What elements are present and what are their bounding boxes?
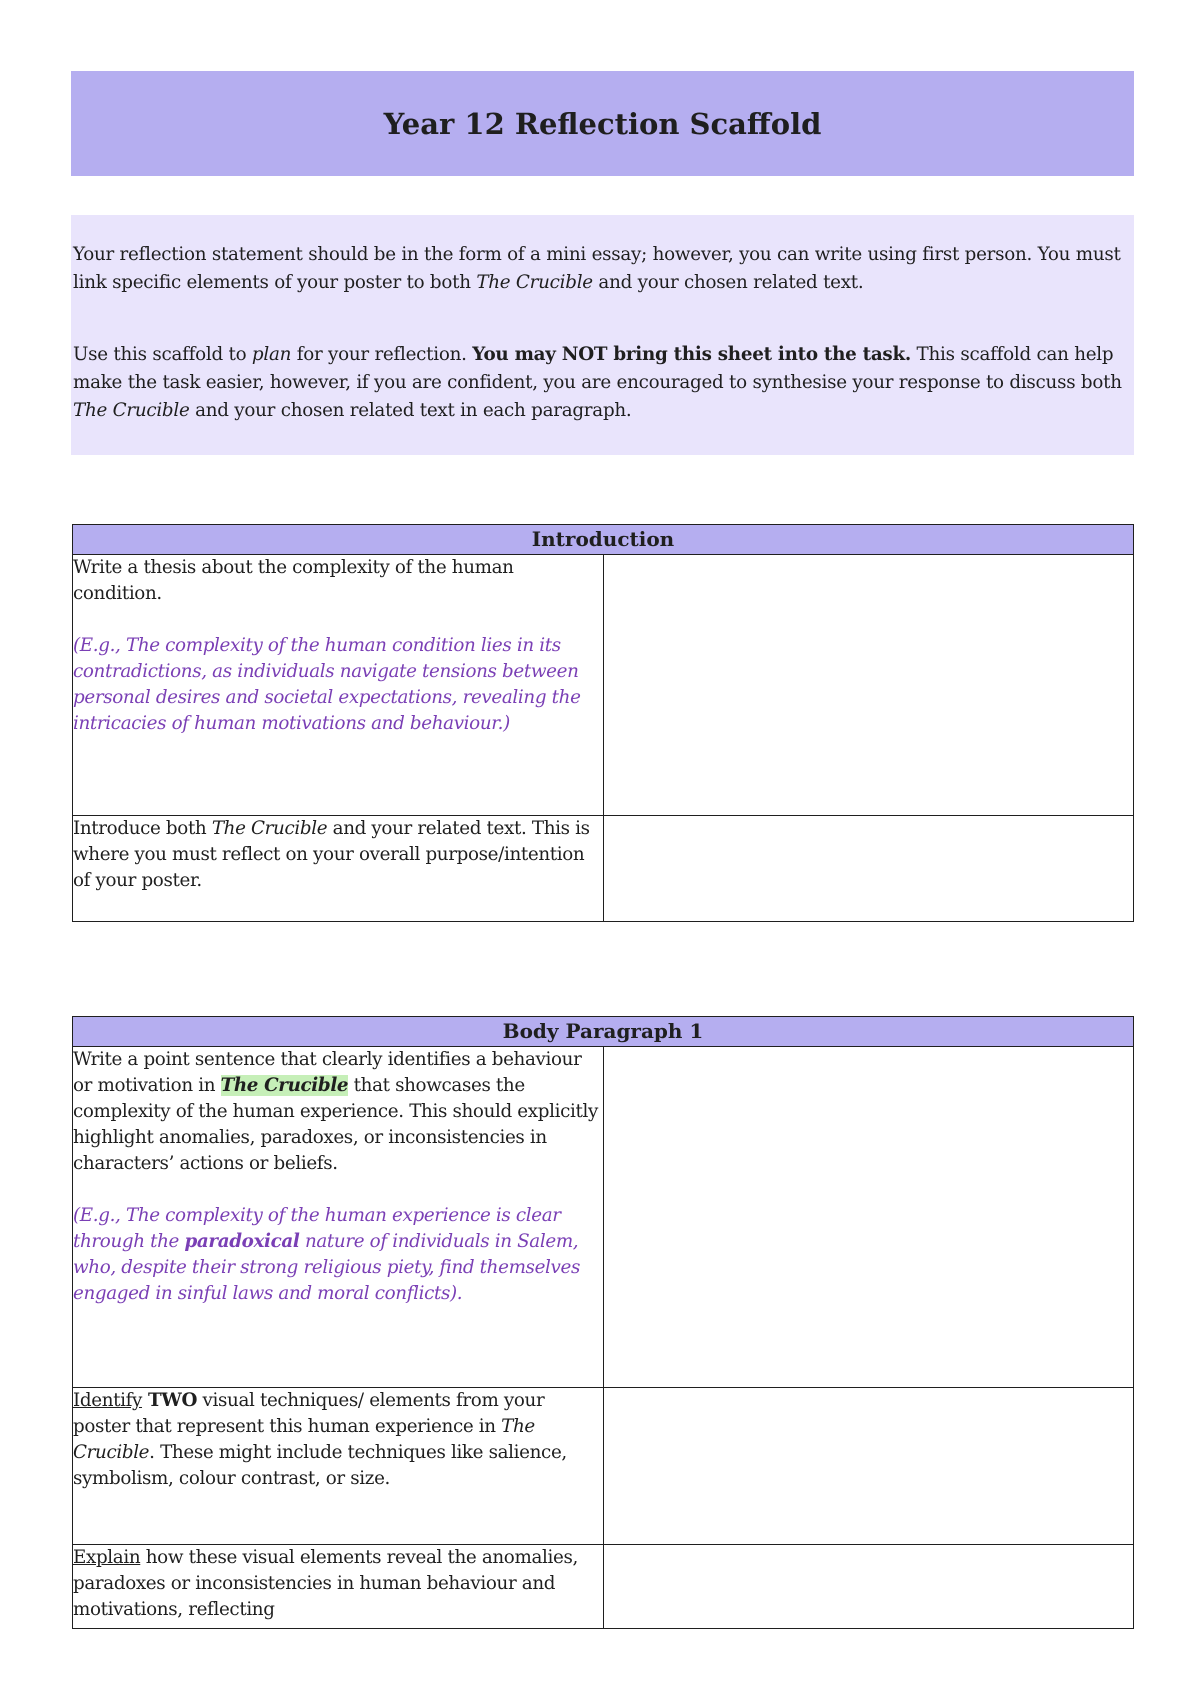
instructions-paragraph-1	[73, 241, 1134, 297]
thesis-response-cell[interactable]	[603, 555, 1134, 816]
table-row	[73, 1545, 1134, 1629]
instructions-paragraph-2	[73, 341, 1134, 425]
text-run: and your chosen related text.	[592, 272, 864, 293]
instructions-box	[71, 215, 1134, 455]
highlighted-crucible-title: The Crucible	[220, 1075, 349, 1096]
page-title: Year 12 Reflection Scaffold	[383, 106, 822, 141]
introduce-texts-response-cell[interactable]	[603, 816, 1134, 922]
prompt-text: Write a thesis about the complexity of the human condition.	[73, 557, 514, 604]
crucible-title: The Crucible	[73, 1416, 535, 1463]
text-run: Use this scaffold to	[73, 344, 252, 365]
text-run: Your reflection statement should be in the form of a mini essay; however, you can write using first person. You must link specific elements of your poster to both	[73, 244, 1121, 293]
table-row	[73, 1388, 1134, 1545]
point-sentence-response-cell[interactable]	[603, 1047, 1134, 1388]
text-run: visual techniques/ elements from your poster that represent this human experience in	[73, 1390, 545, 1437]
plan-emphasis: plan	[251, 344, 292, 365]
table-row	[73, 1047, 1134, 1388]
text-run: that showcases the complexity of the human experience. This should explicitly highlight anomalies, paradoxes, or inconsistencies in characters’ actions or beliefs.	[73, 1075, 598, 1174]
text-run: and your related text. This is where you must reflect on your overall purpose/intention of your poster.	[73, 818, 590, 891]
warning-text: You may NOT bring this sheet into the task.	[472, 344, 911, 365]
title-banner	[71, 71, 1134, 176]
two-keyword: TWO	[142, 1390, 198, 1411]
prompt-text	[73, 1047, 603, 1177]
explain-elements-response-cell[interactable]	[603, 1545, 1134, 1629]
introduction-heading: Introduction	[73, 525, 1134, 555]
crucible-title: The Crucible	[73, 400, 190, 421]
point-sentence-prompt	[73, 1047, 604, 1388]
crucible-title: The Crucible	[476, 272, 593, 293]
text-run: Introduce both	[73, 818, 212, 839]
table-row	[73, 555, 1134, 816]
example-text: (E.g., The complexity of the human condition lies in its contradictions, as individuals navigate tensions between personal desires and societal expectations, revealing the intricacies of human motivations and behaviour.)	[73, 635, 581, 734]
text-run: and your chosen related text in each paragraph.	[189, 400, 632, 421]
text-run: (E.g., The complexity of the human experience is clear through the	[73, 1205, 561, 1252]
body-paragraph-1-table	[72, 1016, 1134, 1629]
text-run: for your reflection.	[291, 344, 473, 365]
explain-elements-prompt	[73, 1545, 604, 1629]
crucible-title: The Crucible	[211, 818, 328, 839]
body-paragraph-1-heading: Body Paragraph 1	[73, 1017, 1134, 1047]
paradoxical-emphasis: paradoxical	[184, 1231, 300, 1252]
identify-techniques-prompt	[73, 1388, 604, 1545]
introduction-table	[72, 524, 1134, 922]
text-run: Write a point sentence that clearly identifies a behaviour or motivation in	[73, 1049, 582, 1096]
identify-techniques-response-cell[interactable]	[603, 1388, 1134, 1545]
text-run: . These might include techniques like salience, symbolism, colour contrast, or size.	[73, 1442, 567, 1489]
text-run: This scaffold can help make the task easier, however, if you are confident, you are encouraged to synthesise your response to discuss both	[73, 344, 1122, 393]
prompt-text	[73, 1545, 603, 1626]
text-run: nature of individuals in Salem, who, despite their strong religious piety, find themselves engaged in sinful laws and moral conflicts).	[73, 1231, 581, 1304]
example-text	[73, 1203, 603, 1307]
table-row	[73, 816, 1134, 922]
thesis-prompt	[73, 555, 604, 816]
text-run: how these visual elements reveal the anomalies, paradoxes or inconsistencies in human behaviour and motivations, reflecting	[73, 1547, 578, 1620]
explain-keyword: Explain	[73, 1547, 141, 1568]
identify-keyword: Identify	[73, 1390, 143, 1411]
introduce-texts-prompt	[73, 816, 604, 922]
